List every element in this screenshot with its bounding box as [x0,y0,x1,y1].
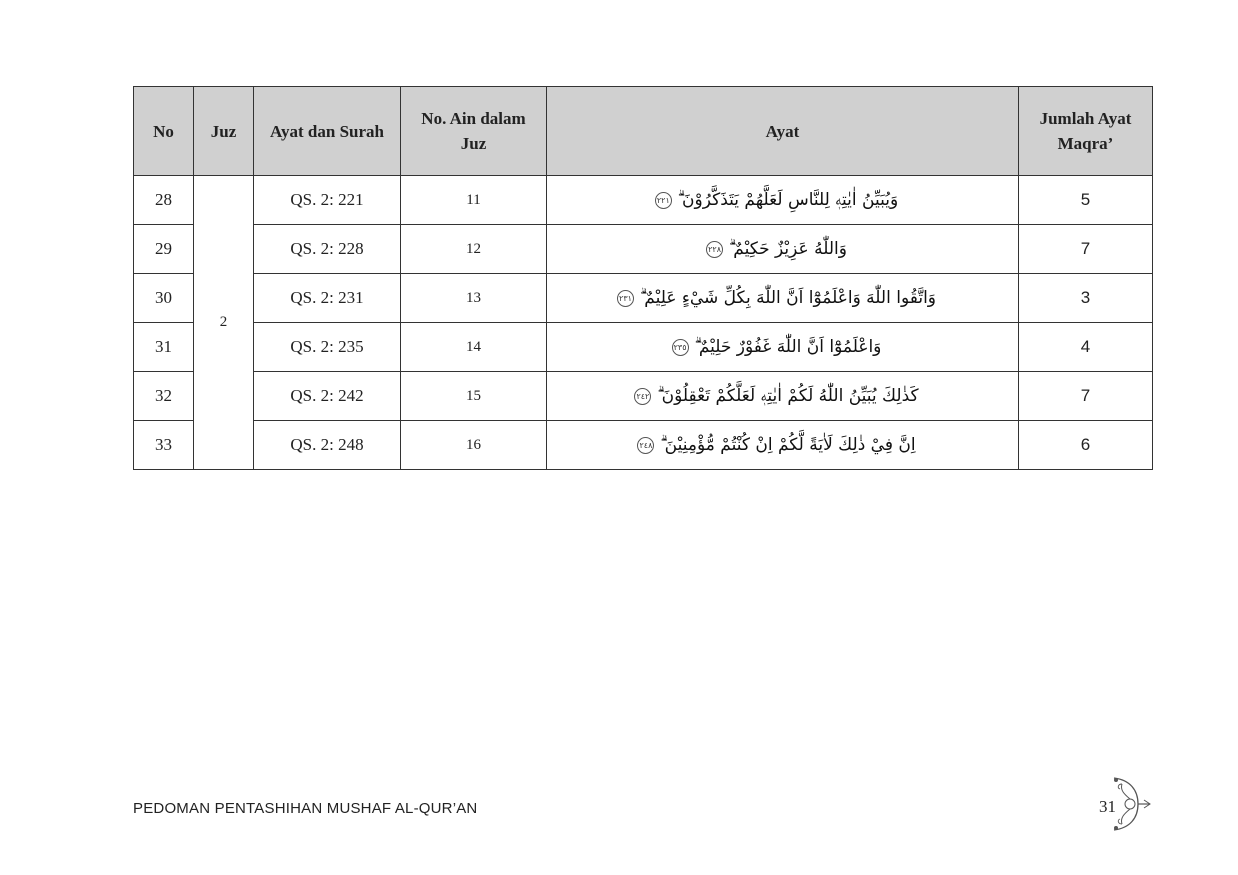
cell-no: 29 [134,225,194,274]
table-row [134,225,1153,274]
cell-count: 7 [1019,372,1153,421]
cell-no: 32 [134,372,194,421]
verse-marker: ٢٤٢ [634,388,651,405]
header-ayat: Ayat [547,87,1019,176]
cell-ref: QS. 2: 231 [254,274,401,323]
verse-marker: ٢٣١ [617,290,634,307]
cell-count: 6 [1019,421,1153,470]
ayat-text: وَيُبَيِّنُ اٰيٰتِهٖ لِلنَّاسِ لَعَلَّهُمْ يَتَذَكَّرُوْنَ ۗ [677,190,899,210]
header-jumlah-ayat: Jumlah Ayat Maqra’ [1019,87,1153,176]
cell-count: 7 [1019,225,1153,274]
ayat-text: وَاعْلَمُوْٓا اَنَّ اللّٰهَ غَفُوْرٌ حَلِيْمٌ ۗ [694,337,882,357]
cell-no: 31 [134,323,194,372]
cell-ain: 15 [401,372,547,421]
ayat-text: اِنَّ فِيْ ذٰلِكَ لَاٰيَةً لَّكُمْ اِنْ كُنْتُمْ مُّؤْمِنِيْنَ ۗ [660,435,916,455]
cell-ayat [547,421,1019,470]
ayat-table [133,86,1153,470]
cell-ain: 16 [401,421,547,470]
cell-ain: 12 [401,225,547,274]
table-header-row [134,87,1153,176]
cell-ref: QS. 2: 221 [254,176,401,225]
ayat-text: وَاتَّقُوا اللّٰهَ وَاعْلَمُوْٓا اَنَّ اللّٰهَ بِكُلِّ شَيْءٍ عَلِيْمٌ ۗ [640,288,936,308]
cell-ref: QS. 2: 248 [254,421,401,470]
verse-marker: ٢٢٨ [706,241,723,258]
cell-count: 3 [1019,274,1153,323]
verse-marker: ٢٣٥ [672,339,689,356]
cell-count: 5 [1019,176,1153,225]
header-ayat-dan-surah: Ayat dan Surah [254,87,401,176]
cell-count: 4 [1019,323,1153,372]
cell-ayat [547,176,1019,225]
cell-ayat [547,225,1019,274]
cell-ref: QS. 2: 242 [254,372,401,421]
header-juz: Juz [194,87,254,176]
cell-no: 30 [134,274,194,323]
header-no-ain: No. Ain dalam Juz [401,87,547,176]
cell-ref: QS. 2: 235 [254,323,401,372]
table-row [134,274,1153,323]
verse-marker: ٢٤٨ [637,437,654,454]
table-row [134,176,1153,225]
cell-no: 28 [134,176,194,225]
cell-ain: 14 [401,323,547,372]
cell-ain: 11 [401,176,547,225]
table-row [134,372,1153,421]
table-row [134,323,1153,372]
footer-title: PEDOMAN PENTASHIHAN MUSHAF AL-QUR’AN [133,800,478,817]
ayat-text: كَذٰلِكَ يُبَيِّنُ اللّٰهُ لَكُمْ اٰيٰتِهٖ لَعَلَّكُمْ تَعْقِلُوْنَ ۗ [657,386,919,406]
page-number: 31 [1099,797,1116,816]
floral-ornament-icon [1108,774,1152,834]
header-no: No [134,87,194,176]
cell-ayat [547,323,1019,372]
table-row [134,421,1153,470]
cell-ayat [547,372,1019,421]
cell-ayat [547,274,1019,323]
cell-no: 33 [134,421,194,470]
cell-juz: 2 [194,176,254,470]
cell-ain: 13 [401,274,547,323]
ayat-text: وَاللّٰهُ عَزِيْزٌ حَكِيْمٌ ۗ [729,239,847,259]
cell-ref: QS. 2: 228 [254,225,401,274]
verse-marker: ٢٢١ [655,192,672,209]
